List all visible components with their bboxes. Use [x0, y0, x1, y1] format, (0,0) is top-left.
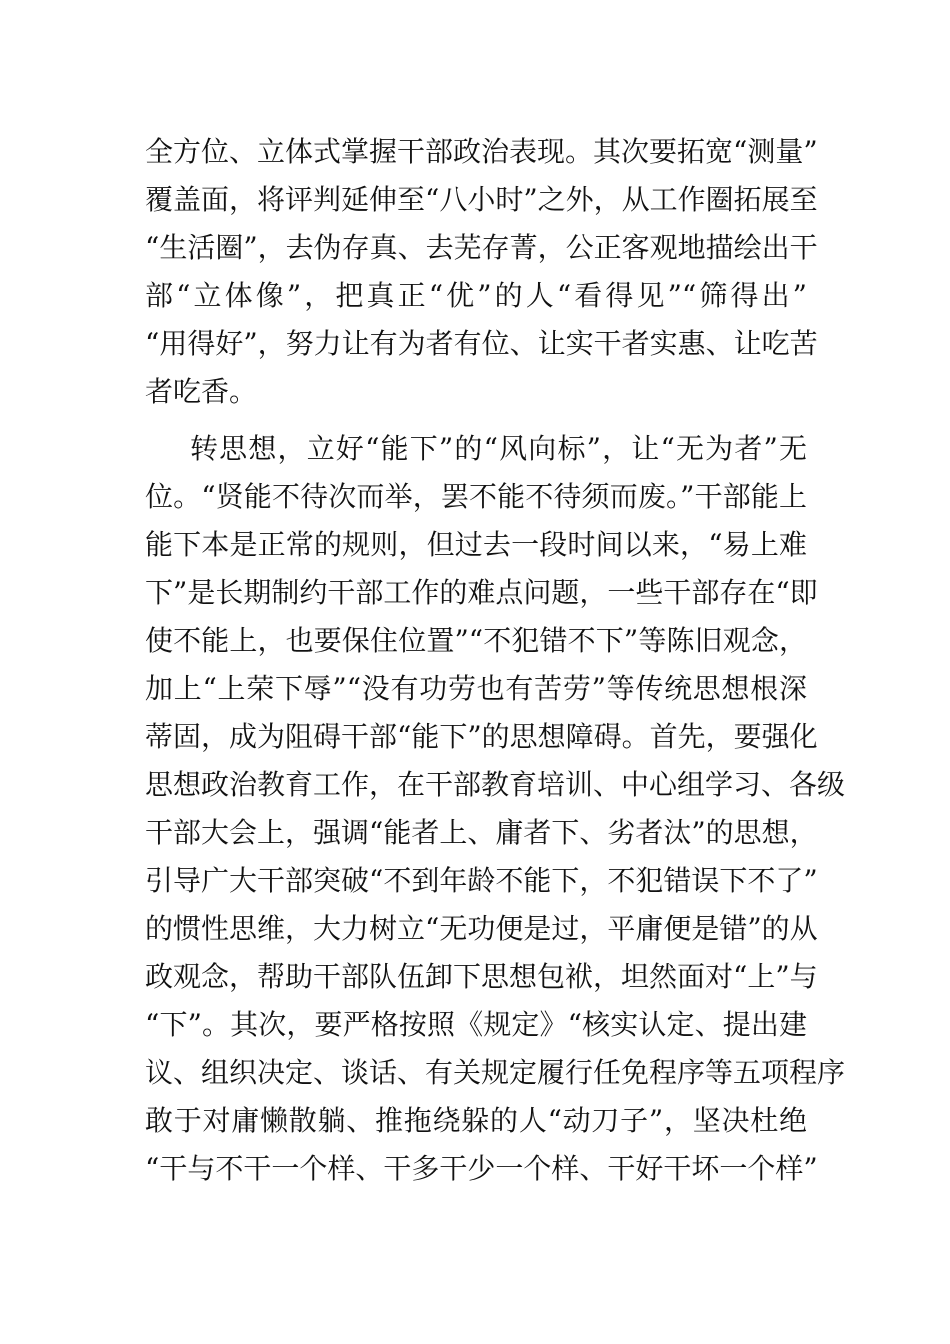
paragraph-1-line-5: “用得好”，努力让有为者有位、让实干者实惠、让吃苦	[145, 327, 818, 360]
paragraph-1-line-6: 者吃香。	[145, 375, 258, 408]
paragraph-2-line-1: 转思想，立好“能下”的“风向标”，让“无为者”无	[190, 432, 807, 465]
paragraph-1-line-3: “生活圈”，去伪存真、去芜存菁，公正客观地描绘出干	[145, 231, 818, 264]
paragraph-2-line-16: “干与不干一个样、干多干少一个样、干好干坏一个样”	[145, 1152, 818, 1185]
paragraph-2-line-14: 议、组织决定、谈话、有关规定履行任免程序等五项程序	[145, 1056, 846, 1089]
paragraph-2-line-8: 思想政治教育工作，在干部教育培训、中心组学习、各级	[145, 768, 846, 801]
paragraph-2-line-6: 加上“上荣下辱”“没有功劳也有苦劳”等传统思想根深	[145, 672, 807, 705]
paragraph-2-line-12: 政观念，帮助干部队伍卸下思想包袱，坦然面对“上”与	[145, 960, 818, 993]
paragraph-2-line-7: 蒂固，成为阻碍干部“能下”的思想障碍。首先，要强化	[145, 720, 818, 753]
paragraph-1-line-2: 覆盖面，将评判延伸至“八小时”之外，从工作圈拓展至	[145, 183, 818, 216]
paragraph-2-line-11: 的惯性思维，大力树立“无功便是过，平庸便是错”的从	[145, 912, 818, 945]
paragraph-2-line-4: 下”是长期制约干部工作的难点问题，一些干部存在“即	[145, 576, 818, 609]
paragraph-2-line-9: 干部大会上，强调“能者上、庸者下、劣者汰”的思想，	[145, 816, 818, 849]
paragraph-2-line-10: 引导广大干部突破“不到年龄不能下，不犯错误下不了”	[145, 864, 818, 897]
paragraph-2-line-2: 位。“贤能不待次而举，罢不能不待须而废。”干部能上	[145, 480, 807, 513]
paragraph-2-line-13: “下”。其次，要严格按照《规定》“核实认定、提出建	[145, 1008, 807, 1041]
paragraph-2-line-3: 能下本是正常的规则，但过去一段时间以来，“易上难	[145, 528, 807, 561]
paragraph-2-line-5: 使不能上，也要保住位置”“不犯错不下”等陈旧观念，	[145, 624, 807, 657]
paragraph-1-line-1: 全方位、立体式掌握干部政治表现。其次要拓宽“测量”	[145, 135, 818, 168]
paragraph-2-line-15: 敢于对庸懒散躺、推拖绕躲的人“动刀子”，坚决杜绝	[145, 1104, 807, 1137]
paragraph-1-line-4: 部“立体像”，把真正“优”的人“看得见”“筛得出”	[145, 279, 807, 312]
